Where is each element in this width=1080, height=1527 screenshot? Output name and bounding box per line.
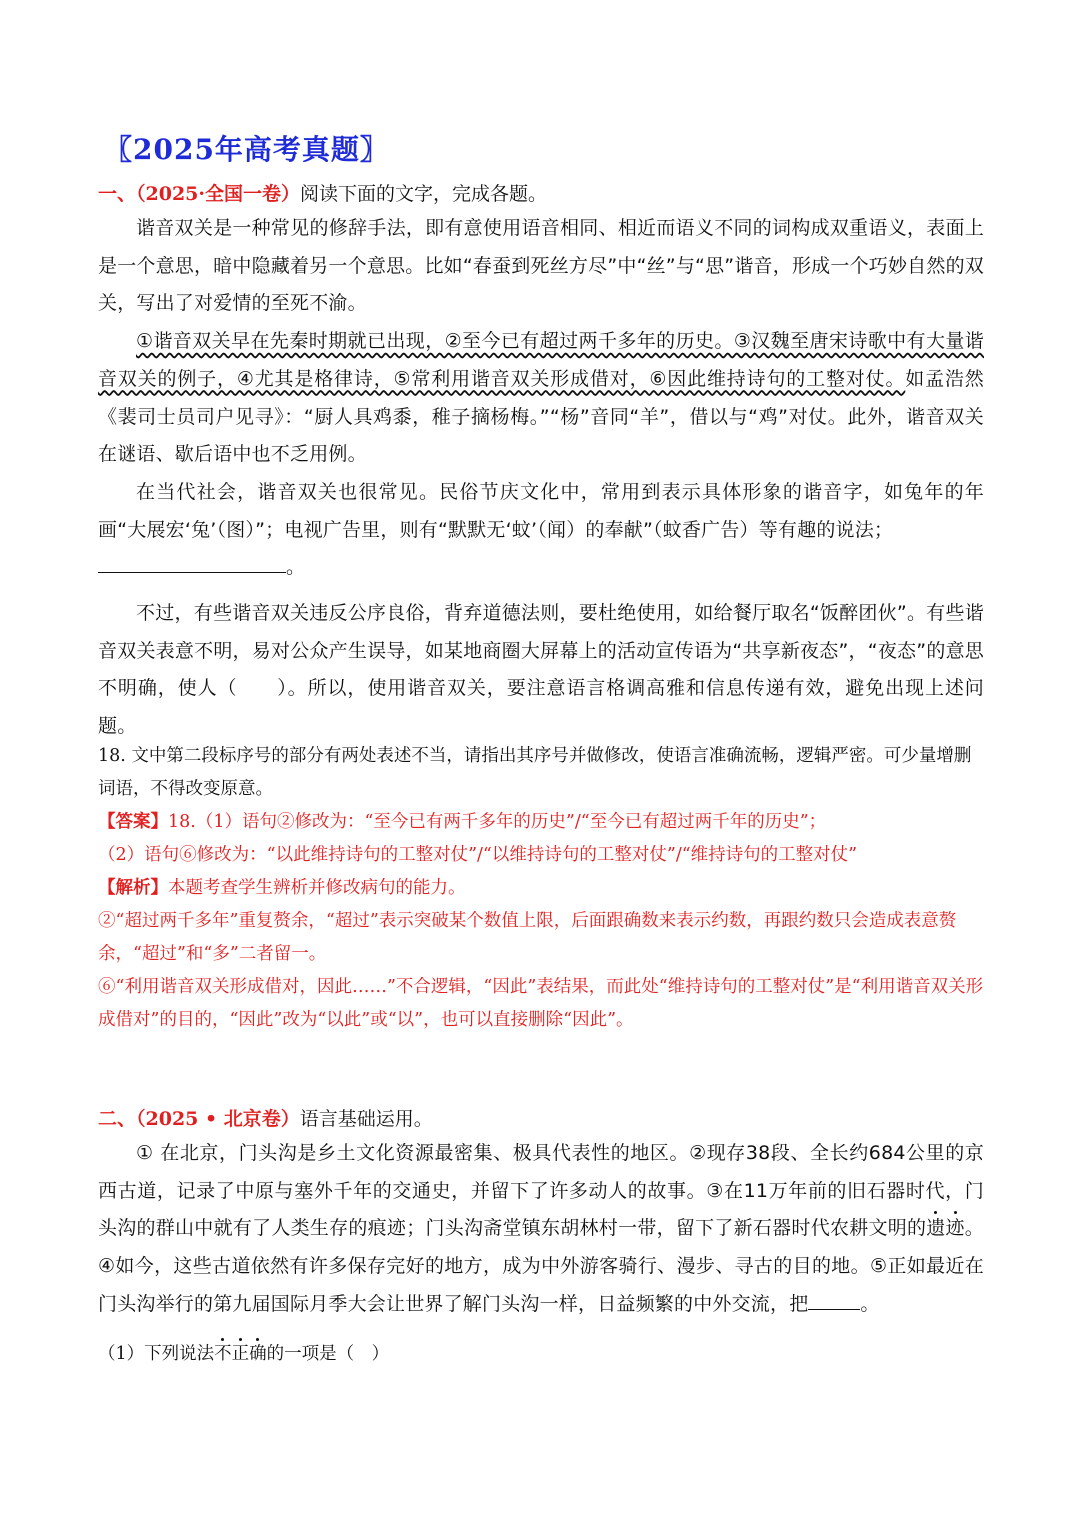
answer-1-text: 18.（1）语句②修改为：“至今已有两千多年的历史”/“至今已有超过两千年的历史”； xyxy=(168,812,827,832)
analysis-line-3: ⑥“利用谐音双关形成借对，因此……”不合逻辑，“因此”表结果，而此处“维持诗句的工整对仗”是“利用谐音双关形成借对”的目的，“因此”改为“以此”或“以”，也可以直接删除“因此”。 xyxy=(98,977,984,1030)
question-1-header xyxy=(98,179,547,209)
blank-period: 。 xyxy=(286,556,306,579)
analysis-label: 【解析】 xyxy=(98,878,168,898)
passage-2-text-a: ① 在北京，门头沟是乡土文化资源最密集、极具代表性的地区。②现存38段、全长约684公里的京西古道，记录了中原与塞外千年的交通史，并留下了许多动人的故事。③在11万年前的旧石器时代，门头沟的群山中就有了人类生存的痕迹；门头沟斋堂镇东胡林村一带，留下了新石器时代农耕文明的 xyxy=(98,1142,985,1240)
sub-question-1-suffix: 的一项是（ ） xyxy=(266,1344,390,1364)
answer-line-2: （2）语句⑥修改为：“以此维持诗句的工整对仗”/“以维持诗句的工整对仗”/“维持诗句的工整对仗” xyxy=(98,845,858,865)
passage-1-paragraph-4: 不过，有些谐音双关违反公序良俗，背弃道德法则，要杜绝使用，如给餐厅取名“饭醉团伙”。有些谐音双关表意不明，易对公众产生误导，如某地商圈大屏幕上的活动宣传语为“共享新夜态”，“夜态”的意思不明确，使人（ ）。所以，使用谐音双关，要注意语言格调高雅和信息传递有效，避免出现上述问题。 xyxy=(98,602,984,738)
answer-label: 【答案】 xyxy=(98,812,168,832)
question-1-number: 一、 xyxy=(98,183,137,205)
passage-2-text-c: 。 xyxy=(860,1292,880,1315)
fill-blank-short xyxy=(808,1291,860,1310)
sub-question-1-text xyxy=(98,1338,984,1371)
passage-1 xyxy=(98,210,984,746)
underlined-sentences: ①谐音双关早在先秦时期就已出现，②至今已有超过两千多年的历史。③汉魏至唐宋诗歌中有大量谐音双关的例子，④尤其是格律诗，⑤常利用谐音双关形成借对，⑥因此维持诗句的工整对仗。 xyxy=(98,330,984,390)
passage-2-text-b: 。④如今，这些古道依然有许多保存完好的地方，成为中外游客骑行、漫步、寻古的目的地。⑤正如最近在门头沟举行的第九届国际月季大会让世界了解门头沟一样，日益频繁的中外交流，把 xyxy=(98,1217,984,1315)
question-2-number: 二、 xyxy=(98,1108,137,1130)
analysis-line-1 xyxy=(98,872,984,905)
passage-1-paragraph-3 xyxy=(98,474,984,549)
emphasis-char-3: 不 xyxy=(214,1344,232,1364)
emphasis-char-2: 迹 xyxy=(945,1217,965,1240)
question-1-source: （2025·全国一卷） xyxy=(136,183,301,205)
passage-1-paragraph-1: 谐音双关是一种常见的修辞手法，即有意使用语音相同、相近而语义不同的词构成双重语义，表面上是一个意思，暗中隐藏着另一个意思。比如“春蚕到死丝方尽”中“丝”与“思”谐音，形成一个巧妙自然的双关，写出了对爱情的至死不渝。 xyxy=(98,217,984,315)
passage-2-paragraph-1 xyxy=(98,1135,984,1324)
paragraph-3-text: 在当代社会，谐音双关也很常见。民俗节庆文化中，常用到表示具体形象的谐音字，如兔年的年画“大展宏‘兔’（图）”；电视广告里，则有“默默无‘蚊’（闻）的奉献”（蚊香广告）等有趣的说法； xyxy=(98,480,984,541)
analysis-line-2: ②“超过两千多年”重复赘余，“超过”表示突破某个数值上限，后面跟确数来表示约数，再跟约数只会造成表意赘余，“超过”和“多”二者留一。 xyxy=(98,911,957,964)
question-1-instruction: 阅读下面的文字，完成各题。 xyxy=(300,183,548,205)
emphasis-char-5: 确 xyxy=(249,1344,267,1364)
section-title: 〖2025年高考真题〗 xyxy=(104,133,389,166)
question-18-text: 18. 文中第二段标序号的部分有两处表述不当，请指出其序号并做修改，使语言准确流畅，逻辑严密。可少量增删词语，不得改变原意。 xyxy=(98,746,972,799)
question-18-block xyxy=(98,740,984,1037)
sub-question-1 xyxy=(98,1338,984,1371)
emphasis-char-4: 正 xyxy=(231,1344,250,1364)
question-2-header xyxy=(98,1104,433,1134)
question-2-instruction: 语言基础运用。 xyxy=(299,1108,433,1130)
answer-line-1 xyxy=(98,806,984,839)
passage-1-paragraph-2 xyxy=(98,323,984,474)
emphasis-char-1: 遗 xyxy=(926,1217,946,1240)
passage-2 xyxy=(98,1135,984,1324)
sub-question-1-prefix: （1）下列说法 xyxy=(98,1344,215,1364)
fill-blank-line-row xyxy=(98,549,984,587)
fill-blank-line xyxy=(98,552,286,573)
paragraph-2-rest: 如孟浩然《裴司士员司户见寻》：“厨人具鸡黍，稚子摘杨梅。”“杨”音同“羊”，借以与“鸡”对仗。此外，谐音双关在谜语、歇后语中也不乏用例。 xyxy=(98,367,984,466)
question-2-source: （2025 • 北京卷） xyxy=(136,1108,300,1130)
analysis-1-text: 本题考查学生辨析并修改病句的能力。 xyxy=(168,878,466,898)
